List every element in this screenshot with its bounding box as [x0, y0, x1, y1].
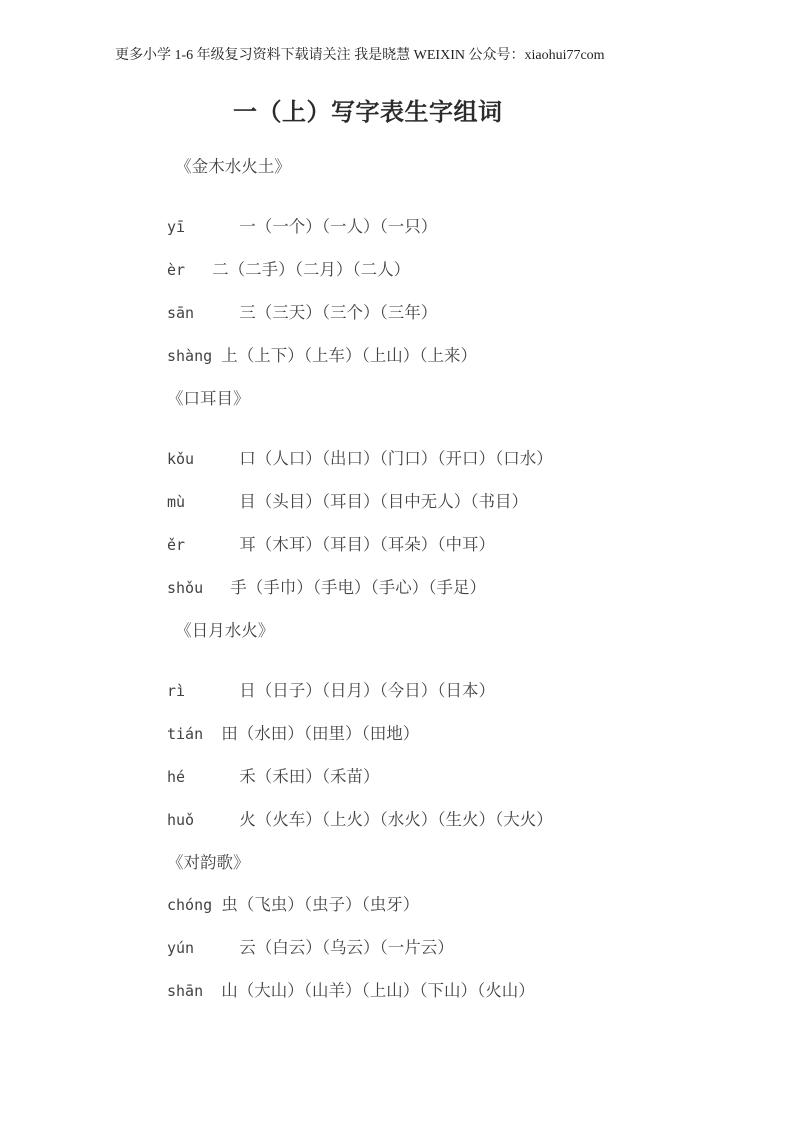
- vocab-row: [167, 218, 793, 237]
- vocab-row: [167, 347, 793, 366]
- character-words: 云（白云）（乌云）（一片云）: [239, 938, 454, 957]
- pinyin-label: shān: [167, 982, 222, 1000]
- vocab-row: [167, 768, 793, 787]
- pinyin-label: chóng: [167, 896, 222, 914]
- section-heading: 《口耳目》: [167, 389, 250, 408]
- character-words: 禾（禾田）（禾苗）: [239, 767, 380, 786]
- vocab-row: [167, 682, 793, 701]
- vocab-row: [167, 579, 793, 598]
- character-words: 山（大山）（山羊）（上山）（下山）（火山）: [221, 981, 535, 1000]
- pinyin-label: shǒu: [167, 579, 231, 597]
- vocab-row: [167, 261, 793, 280]
- character-words: 手（手巾）（手电）（手心）（手足）: [230, 578, 486, 597]
- vocab-row: [167, 811, 793, 830]
- character-words: 火（火车）（上火）（水火）（生火）（大火）: [239, 810, 553, 829]
- vocab-row: [167, 982, 793, 1001]
- vocab-row: [167, 304, 793, 323]
- character-words: 耳（木耳）（耳目）（耳朵）（中耳）: [239, 535, 495, 554]
- vocab-row: [167, 896, 793, 915]
- pinyin-label: èr: [167, 261, 213, 279]
- character-words: 上（上下）（上车）（上山）（上来）: [221, 346, 477, 365]
- section-heading: 《日月水火》: [167, 621, 275, 640]
- vocab-content: [167, 158, 793, 1001]
- pinyin-label: yī: [167, 218, 240, 236]
- vocab-row: [167, 493, 793, 512]
- pinyin-label: huǒ: [167, 811, 240, 829]
- character-words: 一（一个）（一人）（一只）: [239, 217, 438, 236]
- vocab-section-2: [167, 390, 793, 598]
- section-heading: 《金木水火土》: [167, 157, 291, 176]
- vocab-row: [167, 939, 793, 958]
- page-title: 一（上）写字表生字组词: [233, 99, 503, 126]
- section-heading: 《对韵歌》: [167, 853, 250, 872]
- vocab-row: [167, 450, 793, 469]
- character-words: 虫（飞虫）（虫子）（虫牙）: [221, 895, 420, 914]
- vocab-row: [167, 536, 793, 555]
- character-words: 目（头目）（耳目）（目中无人）（书目）: [239, 492, 528, 511]
- vocab-section-3: [167, 622, 793, 830]
- character-words: 口（人口）（出口）（门口）（开口）（口水）: [239, 449, 553, 468]
- vocab-row: [167, 725, 793, 744]
- pinyin-label: ěr: [167, 536, 240, 554]
- pinyin-label: hé: [167, 768, 240, 786]
- pinyin-label: yún: [167, 939, 240, 957]
- character-words: 日（日子）（日月）（今日）（日本）: [239, 681, 495, 700]
- character-words: 田（水田）（田里）（田地）: [221, 724, 420, 743]
- vocab-section-1: [167, 158, 793, 366]
- character-words: 二（二手）（二月）（二人）: [212, 260, 411, 279]
- pinyin-label: shàng: [167, 347, 222, 365]
- pinyin-label: kǒu: [167, 450, 240, 468]
- character-words: 三（三天）（三个）（三年）: [239, 303, 438, 322]
- pinyin-label: mù: [167, 493, 240, 511]
- vocab-section-4: [167, 854, 793, 1001]
- pinyin-label: tián: [167, 725, 222, 743]
- pinyin-label: rì: [167, 682, 240, 700]
- pinyin-label: sān: [167, 304, 240, 322]
- header-note: 更多小学 1-6 年级复习资料下载请关注 我是晓慧 WEIXIN 公众号：xiaohui77com: [115, 48, 605, 63]
